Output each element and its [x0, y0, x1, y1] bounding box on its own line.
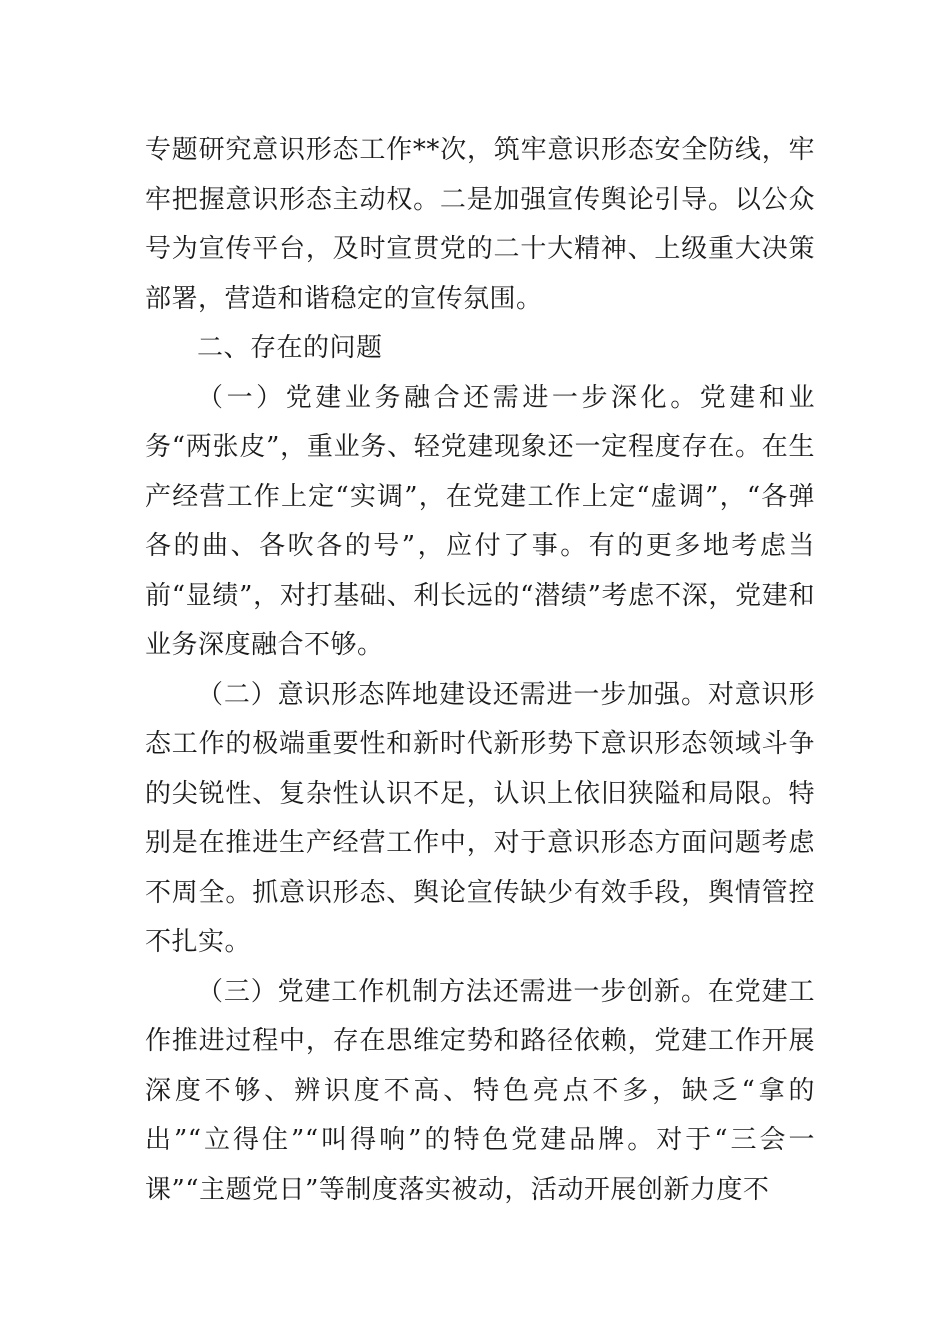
paragraph-issue-3: （三）党建工作机制方法还需进一步创新。在党建工作推进过程中，存在思维定势和路径依赖，党建工作开展深度不够、辨识度不高、特色亮点不多，缺乏“拿的出”“立得住”“叫得响”的特色党建品牌。对于“三会一课”“主题党日”等制度落实被动，活动开展创新力度不: [145, 976, 815, 1205]
paragraph-issue-1: （一）党建业务融合还需进一步深化。党建和业务“两张皮”，重业务、轻党建现象还一定程度存在。在生产经营工作上定“实调”，在党建工作上定“虚调”，“各弹各的曲、各吹各的号”，应付了事。有的更多地考虑当前“显绩”，对打基础、利长远的“潜绩”考虑不深，党建和业务深度融合不够。: [145, 382, 815, 660]
paragraph-intro-continuation: 专题研究意识形态工作**次，筑牢意识形态安全防线，牢牢把握意识形态主动权。二是加强宣传舆论引导。以公众号为宣传平台，及时宣贯党的二十大精神、上级重大决策部署，营造和谐稳定的宣传氛围。: [145, 135, 815, 314]
paragraph-issue-2: （二）意识形态阵地建设还需进一步加强。对意识形态工作的极端重要性和新时代新形势下意识形态领域斗争的尖锐性、复杂性认识不足，认识上依旧狭隘和局限。特别是在推进生产经营工作中，对于意识形态方面问题考虑不周全。抓意识形态、舆论宣传缺少有效手段，舆情管控不扎实。: [145, 679, 815, 957]
document-body: [145, 126, 815, 1215]
section-heading-problems: 二、存在的问题: [197, 333, 383, 363]
